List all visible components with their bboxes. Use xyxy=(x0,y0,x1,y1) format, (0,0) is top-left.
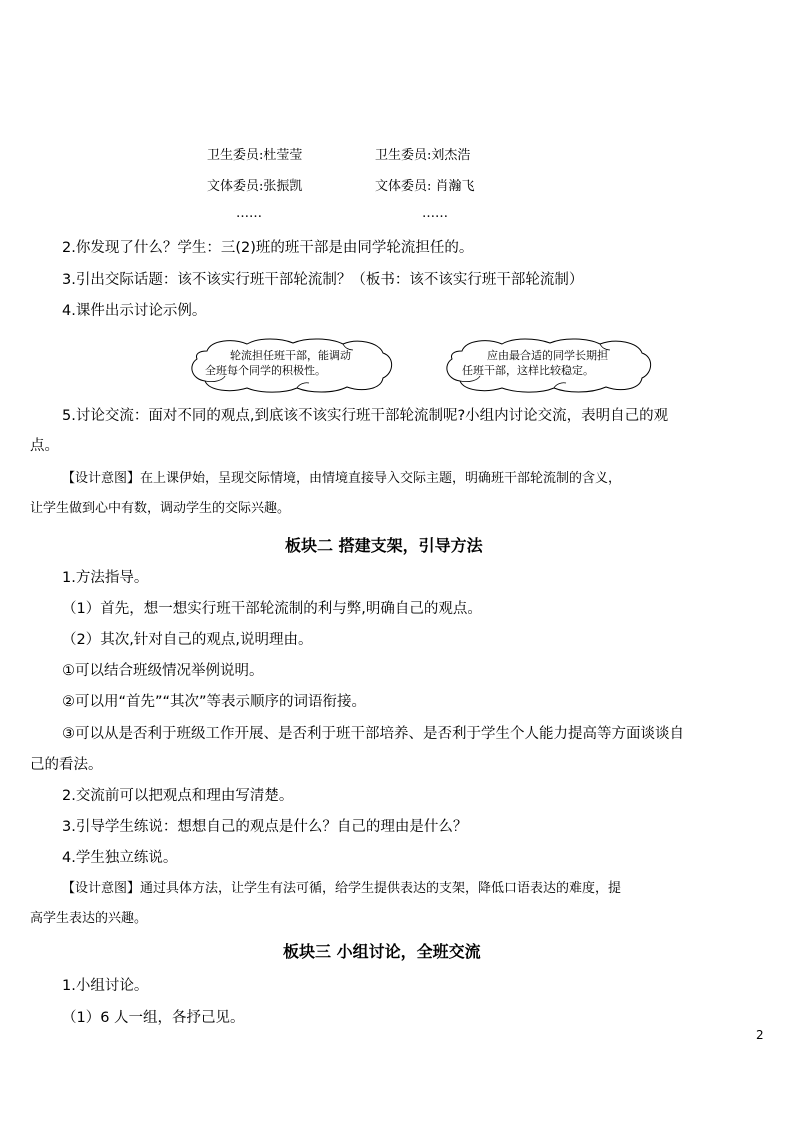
section-3-p2: （1）6 人一组，各抒己见。 xyxy=(62,1010,245,1026)
section-2-p3: （2）其次,针对自己的观点,说明理由。 xyxy=(62,632,313,648)
step-2: 2.你发现了什么？学生：三(2)班的班干部是由同学轮流担任的。 xyxy=(62,240,474,256)
design-intent-2-line-1: 【设计意图】通过具体方法，让学生有法可循，给学生提供表达的支架，降低口语表达的难度，提 xyxy=(62,881,622,896)
design-intent-1-line-1: 【设计意图】在上课伊始，呈现交际情境，由情境直接导入交际主题，明确班干部轮流制的含义， xyxy=(62,471,622,486)
design-intent-1-line-2: 让学生做到心中有数，调动学生的交际兴趣。 xyxy=(30,501,291,516)
section-2-p1: 1.方法指导。 xyxy=(62,570,149,586)
section-2-title: 板块二 搭建支架，引导方法 xyxy=(285,536,483,555)
section-2-p6-line-2: 己的看法。 xyxy=(30,757,103,773)
roster-left-ellipsis: …… xyxy=(236,206,262,221)
roster-right-ellipsis: …… xyxy=(422,206,448,221)
section-3-p1: 1.小组讨论。 xyxy=(62,978,149,994)
section-2-p4: ①可以结合班级情况举例说明。 xyxy=(62,663,264,679)
roster-right-2: 文体委员: 肖瀚飞 xyxy=(375,179,475,194)
step-5-line-1: 5.讨论交流：面对不同的观点,到底该不该实行班干部轮流制呢?小组内讨论交流，表明自己的观 xyxy=(62,408,669,424)
section-3-title: 板块三 小组讨论，全班交流 xyxy=(283,942,481,961)
step-4: 4.课件出示讨论示例。 xyxy=(62,303,207,319)
section-2-p6-line-1: ③可以从是否利于班级工作开展、是否利于班干部培养、是否利于学生个人能力提高等方面谈谈自 xyxy=(62,726,684,742)
opinion-right-line-1: 应由最合适的同学长期担 xyxy=(487,349,608,362)
step-3: 3.引出交际话题：该不该实行班干部轮流制？（板书：该不该实行班干部轮流制） xyxy=(62,272,584,288)
design-intent-2-line-2: 高学生表达的兴趣。 xyxy=(30,911,148,926)
section-2-p8: 3.引导学生练说：想想自己的观点是什么？自己的理由是什么？ xyxy=(62,819,468,835)
opinion-left-line-1: 轮流担任班干部，能调动 xyxy=(230,349,351,362)
opinion-right-line-2: 任班干部，这样比较稳定。 xyxy=(462,364,594,377)
step-5-line-2: 点。 xyxy=(30,438,59,454)
section-2-p9: 4.学生独立练说。 xyxy=(62,850,178,866)
roster-left-2: 文体委员:张振凯 xyxy=(207,179,303,194)
roster-right-1: 卫生委员:刘杰浩 xyxy=(375,148,471,163)
page-number: 2 xyxy=(756,1028,764,1042)
section-2-p5: ②可以用“首先”“其次”等表示顺序的词语衔接。 xyxy=(62,694,367,710)
section-2-p2: （1）首先，想一想实行班干部轮流制的利与弊,明确自己的观点。 xyxy=(62,601,482,617)
section-2-p7: 2.交流前可以把观点和理由写清楚。 xyxy=(62,788,294,804)
opinion-left-line-2: 全班每个同学的积极性。 xyxy=(205,364,326,377)
roster-left-1: 卫生委员:杜莹莹 xyxy=(207,148,303,163)
